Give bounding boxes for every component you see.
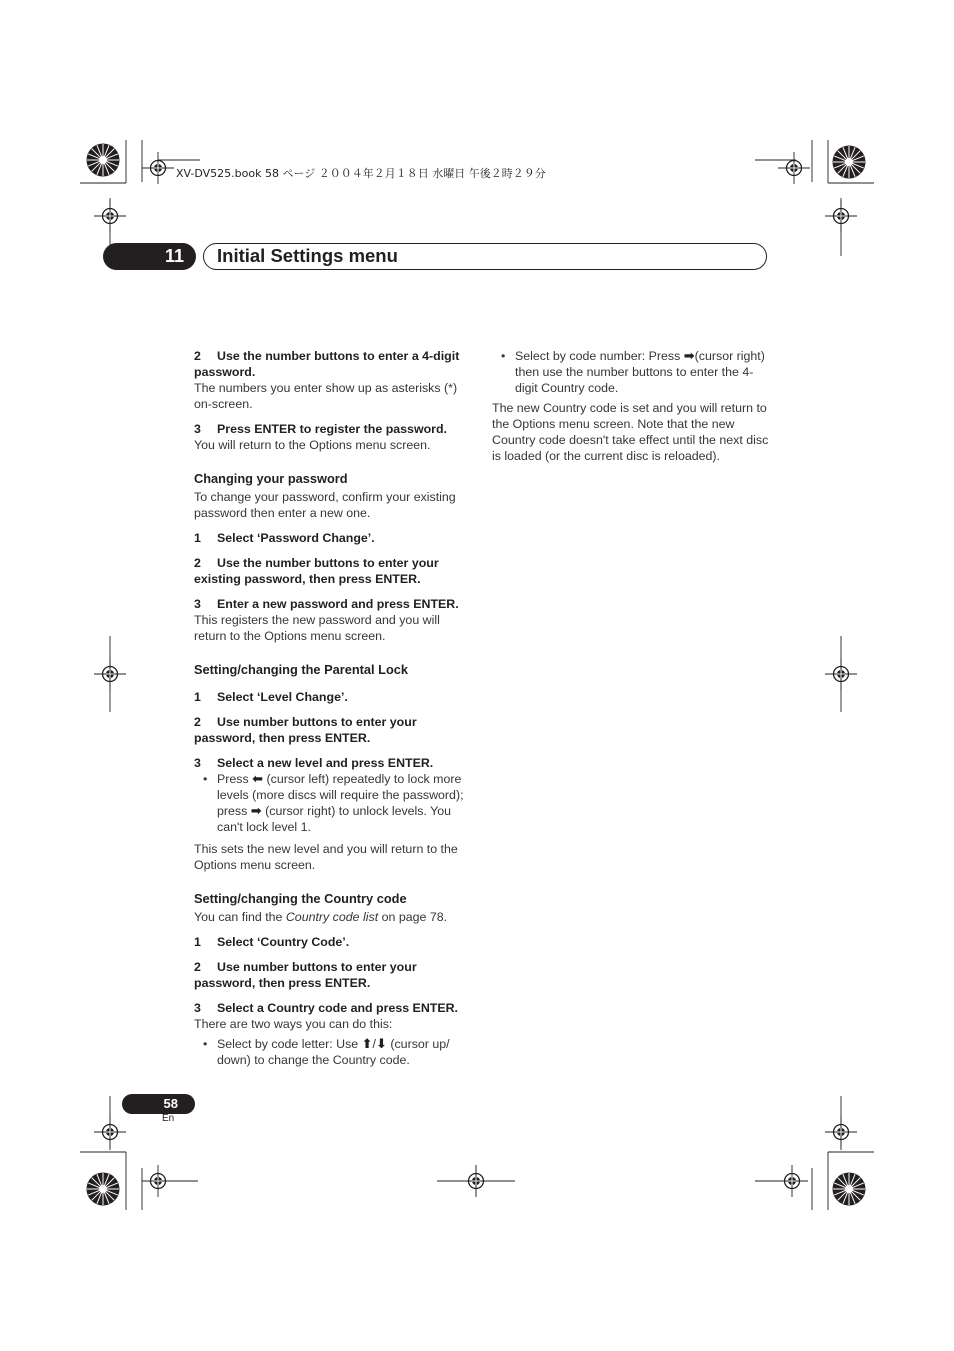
step-select-country-code-enter: 3 Select a Country code and press ENTER.	[194, 1001, 458, 1015]
cursor-up-icon: ⬆	[361, 1036, 373, 1051]
print-slug-line: XV-DV525.book 58 ページ ２００４年２月１８日 水曜日 午後２時２９分	[176, 167, 546, 180]
step-select-country-code: 1 Select ‘Country Code’.	[194, 935, 350, 949]
chapter-number-badge: 11	[103, 243, 196, 270]
bullet-cursor-level: • Press ⬅ (cursor left) repeatedly to lock more levels (more discs will require the password); press ➡ (cursor right) to unlock levels. You can't lock level 1.	[203, 771, 464, 834]
step-enter-password-country: 2 Use number buttons to enter your password, then press ENTER.	[194, 960, 417, 990]
step-enter-password-parental: 2 Use number buttons to enter your password, then press ENTER.	[194, 715, 417, 745]
language-label: En	[162, 1113, 175, 1124]
step-select-new-level: 3 Select a new level and press ENTER.	[194, 756, 434, 770]
bullet-code-letter: • Select by code letter: Use ⬆/⬇ (cursor up/ down) to change the Country code.	[203, 1036, 450, 1067]
step-body: You will return to the Options menu screen.	[194, 438, 431, 452]
section-heading-change-password: Changing your password	[194, 471, 348, 486]
bullet-code-number: • Select by code number: Press ➡(cursor right) then use the number buttons to enter the 4-digit Country code.	[501, 348, 765, 395]
step-body: There are two ways you can do this:	[194, 1017, 393, 1031]
step-enter-password: 2 Use the number buttons to enter a 4-digit password.	[194, 349, 460, 379]
step-body: This registers the new password and you will return to the Options menu screen.	[194, 613, 440, 643]
step-body: The numbers you enter show up as asterisks (*) on-screen.	[194, 381, 458, 411]
section-intro: To change your password, confirm your existing password then enter a new one.	[194, 490, 456, 520]
chapter-title: Initial Settings menu	[217, 245, 398, 266]
cursor-right-icon: ➡	[683, 348, 695, 363]
section-note: This sets the new level and you will return to the Options menu screen.	[194, 842, 458, 872]
cursor-right-icon: ➡	[250, 803, 262, 818]
cursor-down-icon: ⬇	[376, 1036, 387, 1051]
step-register-password: 3 Press ENTER to register the password.	[194, 422, 447, 436]
step-select-level-change: 1 Select ‘Level Change’.	[194, 690, 348, 704]
page-number-badge: 58	[122, 1094, 195, 1114]
country-code-note: The new Country code is set and you will return to the Options menu screen. Note that the new Country code doesn't take effect until the next disc is loaded (or the current disc is reloaded).	[492, 401, 769, 463]
step-enter-new-password: 3 Enter a new password and press ENTER.	[194, 597, 459, 611]
section-intro: You can find the Country code list on page 78.	[194, 910, 448, 924]
section-heading-parental-lock: Setting/changing the Parental Lock	[194, 662, 409, 677]
section-heading-country-code: Setting/changing the Country code	[194, 891, 407, 906]
step-enter-existing-password: 2 Use the number buttons to enter your existing password, then press ENTER.	[194, 556, 439, 586]
country-code-list-reference: Country code list	[285, 910, 379, 924]
left-column	[194, 348, 474, 1068]
right-column	[492, 348, 772, 464]
cursor-left-icon: ⬅	[252, 771, 264, 786]
step-select-password-change: 1 Select ‘Password Change’.	[194, 531, 375, 545]
